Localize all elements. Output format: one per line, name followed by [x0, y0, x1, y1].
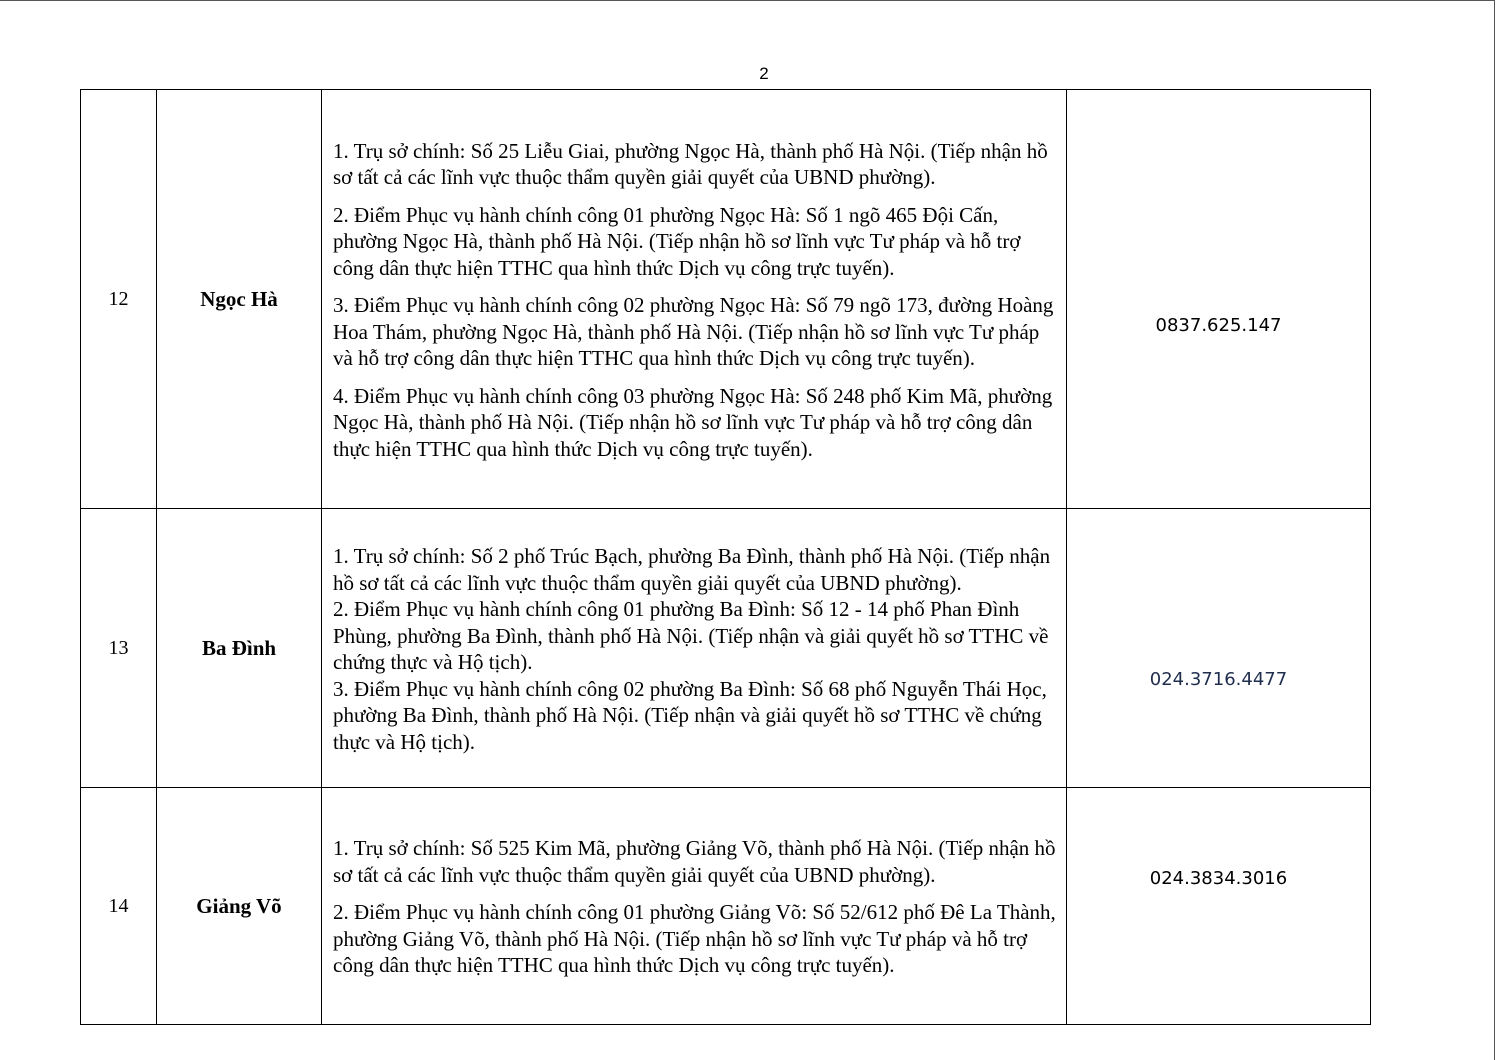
address-line: 2. Điểm Phục vụ hành chính công 01 phường Giảng Võ: Số 52/612 phố Đê La Thành, phường Giảng Võ, thành phố Hà Nội. (Tiếp nhận hồ sơ lĩnh vực Tư pháp và hỗ trợ công dân thực hiện TTHC qua hình thức Dịch vụ công trực tuyến). — [333, 900, 1056, 978]
ward-name: Ngọc Hà — [157, 90, 322, 509]
ward-name: Ba Đình — [157, 509, 322, 788]
phone-cell — [1067, 788, 1371, 1025]
ward-name: Giảng Võ — [157, 788, 322, 1025]
row-number: 12 — [81, 90, 157, 509]
phone-cell — [1067, 509, 1371, 788]
address-line: 2. Điểm Phục vụ hành chính công 01 phường Ba Đình: Số 12 - 14 phố Phan Đình Phùng, phường Ba Đình, thành phố Hà Nội. (Tiếp nhận và giải quyết hồ sơ TTHC về chứng thực và Hộ tịch). — [333, 597, 1049, 674]
table-row — [81, 509, 1371, 788]
ward-office-table — [80, 89, 1371, 1025]
address-cell — [322, 509, 1067, 788]
table-row — [81, 90, 1371, 509]
address-line: 4. Điểm Phục vụ hành chính công 03 phường Ngọc Hà: Số 248 phố Kim Mã, phường Ngọc Hà, thành phố Hà Nội. (Tiếp nhận hồ sơ lĩnh vực Tư pháp và hỗ trợ công dân thực hiện TTHC qua hình thức Dịch vụ công trực tuyến). — [333, 383, 1053, 461]
address-cell — [322, 90, 1067, 509]
phone-number: 0837.625.147 — [1155, 314, 1282, 336]
phone-number: 024.3834.3016 — [1149, 867, 1288, 889]
address-line: 1. Trụ sở chính: Số 525 Kim Mã, phường Giảng Võ, thành phố Hà Nội. (Tiếp nhận hồ sơ tất cả các lĩnh vực thuộc thẩm quyền giải quyết của UBND phường). — [333, 836, 1056, 887]
phone-number: 024.3716.4477 — [1149, 668, 1288, 690]
address-line: 1. Trụ sở chính: Số 25 Liễu Giai, phường Ngọc Hà, thành phố Hà Nội. (Tiếp nhận hồ sơ tất cả các lĩnh vực thuộc thẩm quyền giải quyết của UBND phường). — [333, 138, 1048, 190]
address-line: 2. Điểm Phục vụ hành chính công 01 phường Ngọc Hà: Số 1 ngõ 465 Đội Cấn, phường Ngọc Hà, thành phố Hà Nội. (Tiếp nhận hồ sơ lĩnh vực Tư pháp và hỗ trợ công dân thực hiện TTHC qua hình thức Dịch vụ công trực tuyến). — [333, 202, 1021, 280]
address-cell — [322, 788, 1067, 1025]
page-number: 2 — [759, 64, 769, 83]
address-line: 1. Trụ sở chính: Số 2 phố Trúc Bạch, phường Ba Đình, thành phố Hà Nội. (Tiếp nhận hồ sơ tất cả các lĩnh vực thuộc thẩm quyền giải quyết của UBND phường). — [333, 544, 1051, 595]
table-row — [81, 788, 1371, 1025]
address-line: 3. Điểm Phục vụ hành chính công 02 phường Ngọc Hà: Số 79 ngõ 173, đường Hoàng Hoa Thám, phường Ngọc Hà, thành phố Hà Nội. (Tiếp nhận hồ sơ lĩnh vực Tư pháp và hỗ trợ công dân thực hiện TTHC qua hình thức Dịch vụ công trực tuyến). — [333, 293, 1054, 371]
address-line: 3. Điểm Phục vụ hành chính công 02 phường Ba Đình: Số 68 phố Nguyễn Thái Học, phường Ba Đình, thành phố Hà Nội. (Tiếp nhận và giải quyết hồ sơ TTHC về chứng thực và Hộ tịch). — [333, 676, 1047, 754]
phone-cell — [1067, 90, 1371, 509]
row-number: 13 — [81, 509, 157, 788]
row-number: 14 — [81, 788, 157, 1025]
